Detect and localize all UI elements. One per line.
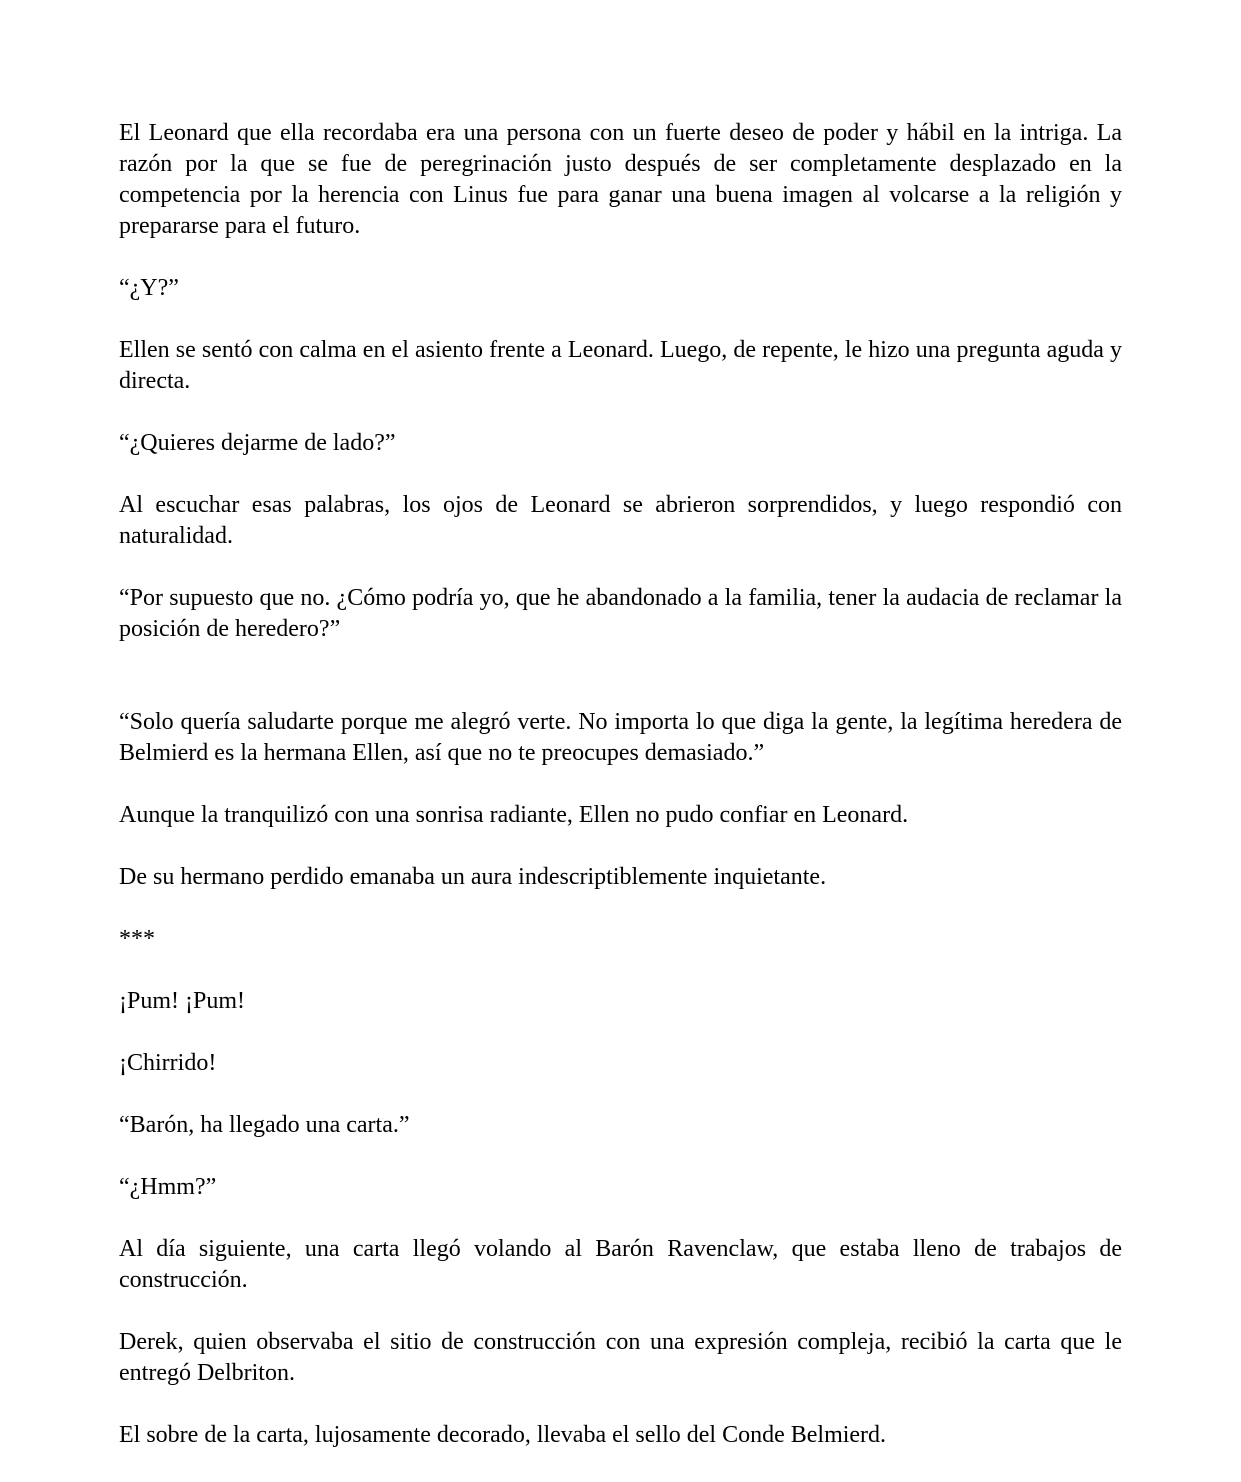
paragraph-14: Al día siguiente, una carta llegó volando al Barón Ravenclaw, que estaba lleno de trabajos de construcción.	[119, 1236, 1122, 1293]
paragraph-7: “Solo quería saludarte porque me alegró verte. No importa lo que diga la gente, la legítima heredera de Belmierd es la hermana Ellen, así que no te preocupes demasiado.”	[119, 709, 1122, 766]
paragraph-1: El Leonard que ella recordaba era una persona con un fuerte deseo de poder y hábil en la intriga. La razón por la que se fue de peregrinación justo después de ser completamente desplazado en la competencia por la herencia con Linus fue para ganar una buena imagen al volcarse a la religión y prepararse para el futuro.	[119, 120, 1122, 239]
paragraph-3: Ellen se sentó con calma en el asiento frente a Leonard. Luego, de repente, le hizo una pregunta aguda y directa.	[119, 337, 1122, 394]
paragraph-10: ¡Pum! ¡Pum!	[119, 988, 245, 1014]
scene-break: ***	[119, 926, 155, 952]
paragraph-16: El sobre de la carta, lujosamente decorado, llevaba el sello del Conde Belmierd.	[119, 1422, 887, 1448]
paragraph-6: “Por supuesto que no. ¿Cómo podría yo, que he abandonado a la familia, tener la audacia de reclamar la posición de heredero?”	[119, 585, 1122, 642]
paragraph-11: ¡Chirrido!	[119, 1050, 217, 1076]
document-page	[119, 118, 1122, 1482]
paragraph-4: “¿Quieres dejarme de lado?”	[119, 430, 396, 456]
paragraph-15: Derek, quien observaba el sitio de construcción con una expresión compleja, recibió la carta que le entregó Delbriton.	[119, 1329, 1122, 1386]
paragraph-2: “¿Y?”	[119, 275, 179, 301]
paragraph-8: Aunque la tranquilizó con una sonrisa radiante, Ellen no pudo confiar en Leonard.	[119, 802, 909, 828]
paragraph-9: De su hermano perdido emanaba un aura indescriptiblemente inquietante.	[119, 864, 827, 890]
paragraph-13: “¿Hmm?”	[119, 1174, 217, 1200]
paragraph-5: Al escuchar esas palabras, los ojos de Leonard se abrieron sorprendidos, y luego respondió con naturalidad.	[119, 492, 1122, 549]
paragraph-12: “Barón, ha llegado una carta.”	[119, 1112, 410, 1138]
